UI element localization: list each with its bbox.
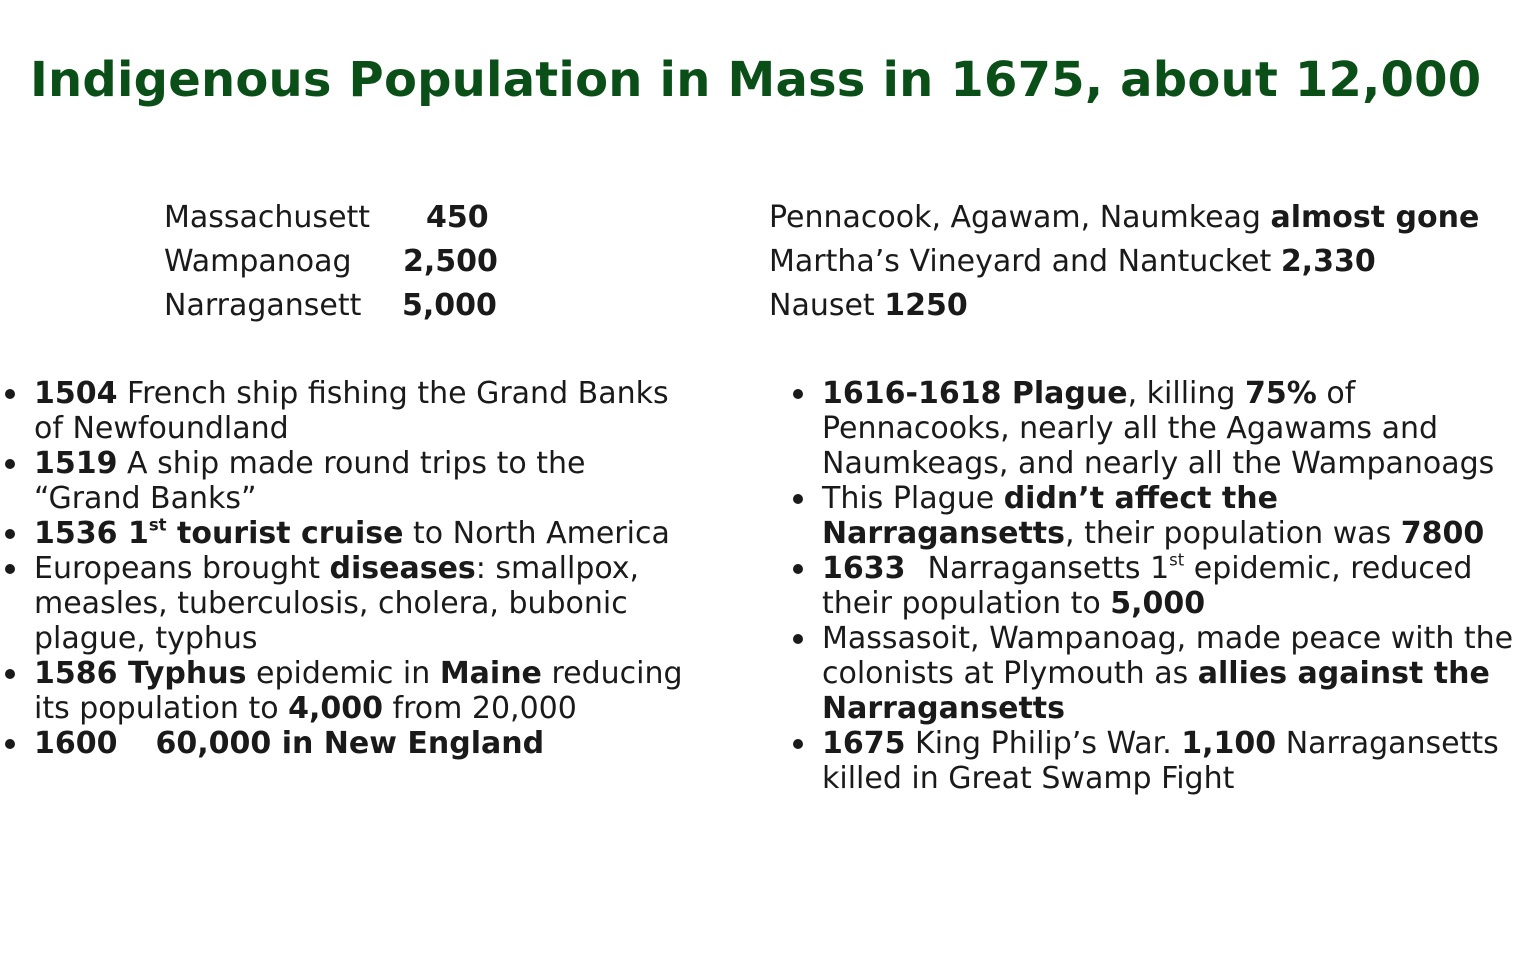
tribe-count: 2,330 (1280, 244, 1376, 279)
bullet-text: French ship fishing the Grand Banks of Newfoundland (34, 376, 669, 446)
bullet-text: reducing its population to (34, 656, 683, 726)
bullet-text: Narragansetts 1 (927, 551, 1170, 586)
timeline-right (788, 376, 1533, 796)
tribe-name: Pennacook, Agawam, Naumkeag (769, 200, 1271, 235)
population-list-right (769, 196, 1479, 328)
bullet-item (788, 551, 1533, 621)
bullet-text: epidemic in (246, 656, 440, 691)
bullet-item (0, 446, 700, 516)
year: 1675 (822, 726, 906, 761)
year: 1633 (822, 551, 906, 586)
bold-text: 4,000 (288, 691, 383, 726)
bold-text: Maine (439, 656, 542, 691)
bullet-text: of Pennacooks, nearly all the Agawams and Naumkeags, and nearly all the Wampanoags (822, 376, 1495, 481)
bold-text: 5,000 (1110, 586, 1206, 621)
bullet-text: from 20,000 (383, 691, 577, 726)
tribe-count: 450 (426, 200, 489, 235)
year: 1536 1 (34, 516, 149, 551)
bullet-item (788, 376, 1533, 481)
bullet-item (0, 656, 700, 726)
year: 1600 (34, 726, 118, 761)
timeline-left (0, 376, 700, 761)
bullet-item (0, 726, 700, 761)
bullet-item (788, 481, 1533, 551)
bullet-text: Europeans brought (34, 551, 330, 586)
bullet-item (788, 621, 1533, 726)
bold-text: 75% (1244, 376, 1317, 411)
slide-title: Indigenous Population in Mass in 1675, about 12,000 (30, 52, 1482, 108)
bullet-text: , killing (1127, 376, 1245, 411)
bold-text: allies against the Narragansetts (822, 656, 1490, 726)
tribe-name: Narragansett (164, 288, 362, 323)
bold-text: 7800 (1400, 516, 1485, 551)
tribe-name: Nauset (769, 288, 885, 323)
tribe-name: Martha’s Vineyard and Nantucket (769, 244, 1281, 279)
bullet-text: , their population was (1065, 516, 1401, 551)
ordinal-suffix: st (148, 515, 167, 535)
bullet-text: King Philip’s War. (905, 726, 1182, 761)
year: 1586 Typhus (34, 656, 247, 691)
bullet-text: : smallpox, measles, tuberculosis, cholera, bubonic plague, typhus (34, 551, 640, 656)
bullet-text: Massasoit, Wampanoag, made peace with the colonists at Plymouth as (822, 621, 1514, 691)
bold-text: 1,100 (1181, 726, 1277, 761)
bullet-text: A ship made round trips to the “Grand Banks” (34, 446, 586, 516)
tribe-name: Wampanoag (164, 244, 352, 279)
ordinal-suffix: st (1169, 550, 1185, 570)
population-row (769, 196, 1479, 240)
tribe-count: 2,500 (403, 244, 498, 279)
bullet-text: Narragansetts killed in Great Swamp Fight (822, 726, 1499, 796)
bullet-text: to North America (403, 516, 670, 551)
bold-text: didn’t affect the Narragansetts (822, 481, 1278, 551)
bullet-item (0, 516, 700, 551)
tribe-count: 1250 (884, 288, 968, 323)
year: 1504 (34, 376, 118, 411)
bullet-text: epidemic, reduced their population to (822, 551, 1473, 621)
tribe-name: Massachusett (164, 200, 371, 235)
bullet-item (0, 376, 700, 446)
population-row (769, 240, 1479, 284)
bullet-item (788, 726, 1533, 796)
population-row (769, 284, 1479, 328)
bold-text: 1616-1618 Plague (822, 376, 1128, 411)
bullet-text: This Plague (822, 481, 1004, 516)
bold-text: 60,000 in New England (155, 726, 545, 761)
year: 1519 (34, 446, 118, 481)
bold-text: diseases (329, 551, 476, 586)
bold-text: tourist cruise (166, 516, 404, 551)
bullet-item (0, 551, 700, 656)
tribe-count: 5,000 (402, 288, 497, 323)
tribe-count: almost gone (1270, 200, 1480, 235)
